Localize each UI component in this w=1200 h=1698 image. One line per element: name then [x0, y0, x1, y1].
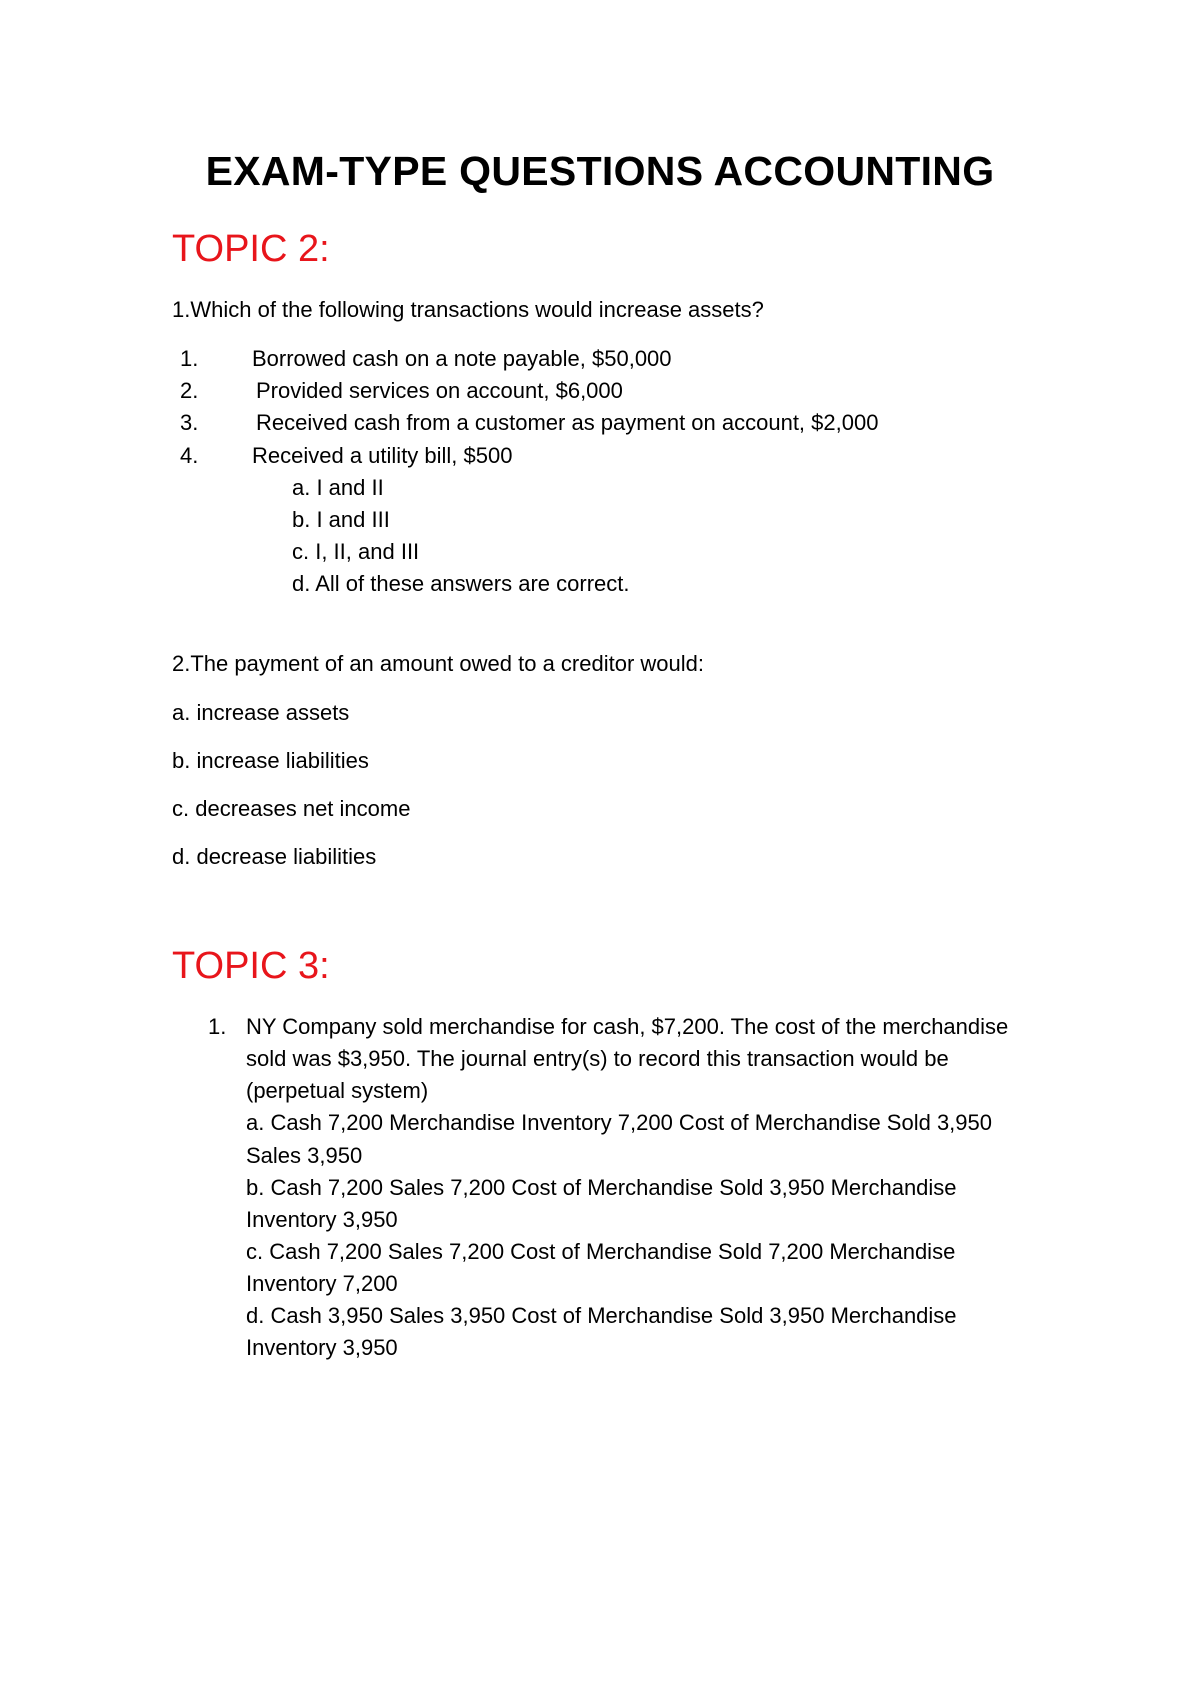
- question-1-item-number: 4.: [180, 443, 199, 468]
- question-1-option-c: c. I, II, and III: [292, 539, 420, 564]
- question-1-item-text: Received a utility bill, $500: [252, 443, 513, 468]
- topic-3-question-line: sold was $3,950. The journal entry(s) to record this transaction would be: [246, 1046, 949, 1071]
- topic-3-question-line: NY Company sold merchandise for cash, $7,200. The cost of the merchandise: [246, 1014, 1009, 1039]
- topic-3-question-line: (perpetual system): [246, 1078, 429, 1103]
- topic-3-heading: TOPIC 3:: [172, 945, 330, 987]
- question-1-option-a: a. I and II: [292, 475, 384, 500]
- question-2-option-c: c. decreases net income: [172, 796, 411, 821]
- topic-3-option-line: c. Cash 7,200 Sales 7,200 Cost of Merchandise Sold 7,200 Merchandise: [246, 1239, 956, 1264]
- question-2-option-b: b. increase liabilities: [172, 748, 369, 773]
- question-2-option-d: d. decrease liabilities: [172, 844, 377, 869]
- topic-3-option-line: Inventory 3,950: [246, 1335, 398, 1360]
- question-1-item-number: 1.: [180, 346, 199, 371]
- topic-3-option-line: d. Cash 3,950 Sales 3,950 Cost of Merchandise Sold 3,950 Merchandise: [246, 1303, 957, 1328]
- question-1-item-text: Received cash from a customer as payment on account, $2,000: [256, 410, 879, 435]
- question-1-item-text: Borrowed cash on a note payable, $50,000: [252, 346, 672, 371]
- topic-3-option-line: Inventory 7,200: [246, 1271, 398, 1296]
- question-1-option-b: b. I and III: [292, 507, 390, 532]
- topic-2-heading: TOPIC 2:: [172, 228, 330, 270]
- topic-3-option-line: Inventory 3,950: [246, 1207, 398, 1232]
- topic-2-question-2-stem: 2.The payment of an amount owed to a creditor would:: [172, 651, 704, 676]
- topic-2-question-1-stem: 1.Which of the following transactions would increase assets?: [172, 297, 764, 322]
- question-1-option-d: d. All of these answers are correct.: [292, 571, 630, 596]
- question-2-option-a: a. increase assets: [172, 700, 350, 725]
- question-1-item-number: 2.: [180, 378, 199, 403]
- question-1-item-text: Provided services on account, $6,000: [256, 378, 623, 403]
- document-title: EXAM-TYPE QUESTIONS ACCOUNTING: [205, 148, 995, 194]
- topic-3-option-line: a. Cash 7,200 Merchandise Inventory 7,200 Cost of Merchandise Sold 3,950: [246, 1110, 993, 1135]
- topic-3-question-number: 1.: [208, 1014, 227, 1039]
- topic-3-option-line: Sales 3,950: [246, 1143, 363, 1168]
- topic-3-option-line: b. Cash 7,200 Sales 7,200 Cost of Merchandise Sold 3,950 Merchandise: [246, 1175, 957, 1200]
- question-1-item-number: 3.: [180, 410, 199, 435]
